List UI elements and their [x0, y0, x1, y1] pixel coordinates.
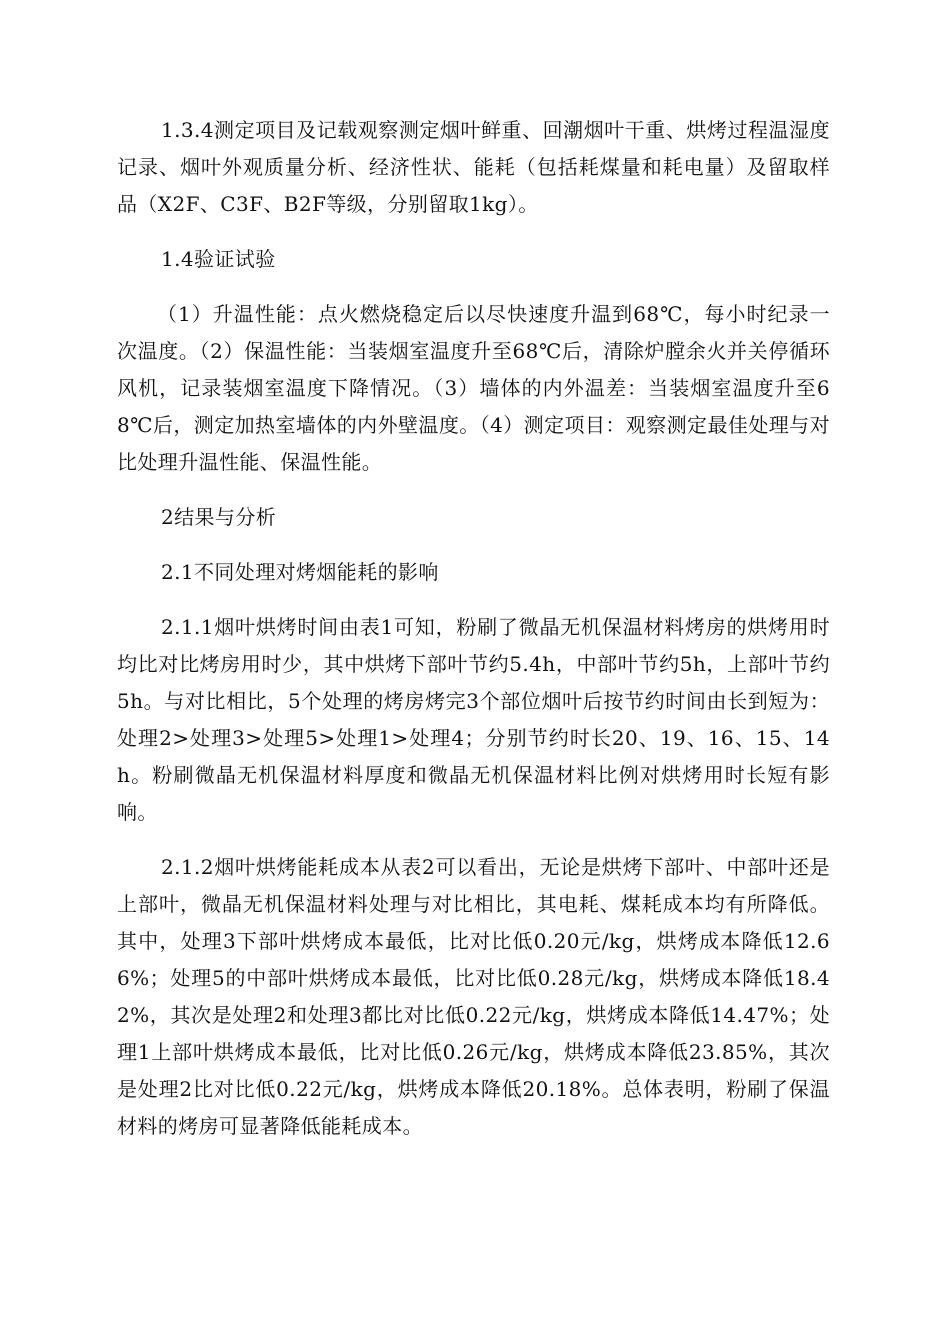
- paragraph-2-1-1-curing-time: 2.1.1烟叶烘烤时间由表1可知，粉刷了微晶无机保温材料烤房的烘烤用时均比对比烤房用时少，其中烘烤下部叶节约5.4h，中部叶节约5h，上部叶节约5h。与对比相比，5个处理的烤房烤完3个部位烟叶后按节约时间由长到短为：处理2>处理3>处理5>处理1>处理4；分别节约时长20、19、16、15、14h。粉刷微晶无机保温材料厚度和微晶无机保温材料比例对烘烤用时长短有影响。: [117, 615, 830, 824]
- paragraph-verification-details: （1）升温性能：点火燃烧稳定后以尽快速度升温到68℃，每小时纪录一次温度。（2）保温性能：当装烟室温度升至68℃后，清除炉膛余火并关停循环风机，记录装烟室温度下降情况。（3）墙体的内外温差：当装烟室温度升至68℃后，测定加热室墙体的内外壁温度。（4）测定项目：观察测定最佳处理与对比处理升温性能、保温性能。: [117, 302, 830, 474]
- paragraph-2-1-2-curing-cost: 2.1.2烟叶烘烤能耗成本从表2可以看出，无论是烘烤下部叶、中部叶还是上部叶，微晶无机保温材料处理与对比相比，其电耗、煤耗成本均有所降低。其中，处理3下部叶烘烤成本最低，比对比低0.20元/kg，烘烤成本降低12.66%；处理5的中部叶烘烤成本最低，比对比低0.28元/kg，烘烤成本降低18.42%，其次是处理2和处理3都比对比低0.22元/kg，烘烤成本降低14.47%；处理1上部叶烘烤成本最低，比对比低0.26元/kg，烘烤成本降低23.85%，其次是处理2比对比低0.22元/kg，烘烤成本降低20.18%。总体表明，粉刷了保温材料的烤房可显著降低能耗成本。: [117, 855, 830, 1138]
- heading-2-1-energy-consumption: 2.1不同处理对烤烟能耗的影响: [161, 560, 439, 584]
- heading-1-4-verification-test: 1.4验证试验: [161, 247, 276, 271]
- paragraph-1-3-4-measurement-items: 1.3.4测定项目及记载观察测定烟叶鲜重、回潮烟叶干重、烘烤过程温湿度记录、烟叶外观质量分析、经济性状、能耗（包括耗煤量和耗电量）及留取样品（X2F、C3F、B2F等级，分别留取1kg）。: [117, 118, 830, 216]
- heading-2-results-analysis: 2结果与分析: [161, 505, 277, 529]
